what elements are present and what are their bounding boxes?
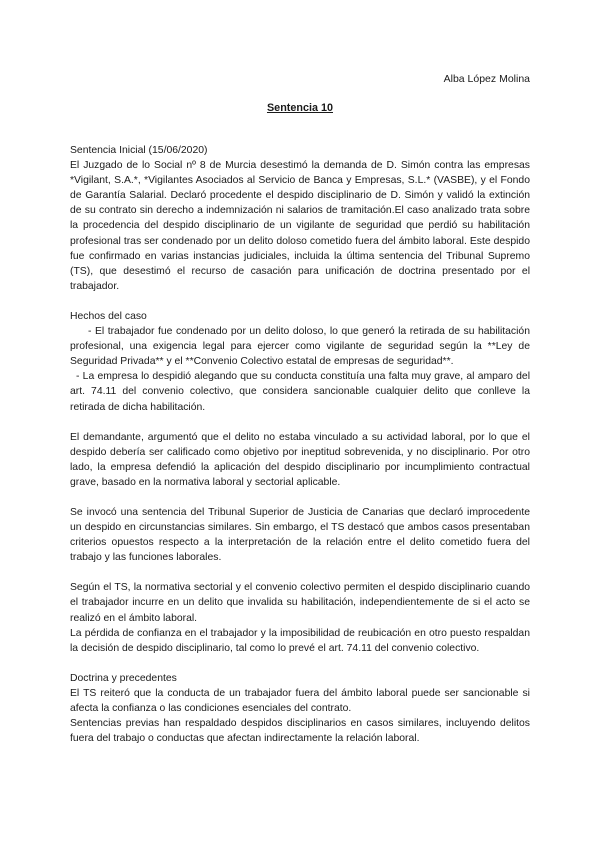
facts-item-1: - El trabajador fue condenado por un delito doloso, lo que generó la retirada de su habilitación profesional, una exigencia legal para ejercer como vigilante de seguridad según la **Ley de Seguridad Privada** y el **Convenio Colectivo estatal de empresas de seguridad**. — [70, 326, 530, 368]
ts-paragraph-2: La pérdida de confianza en el trabajador y la imposibilidad de reubicación en otro puesto respaldan la decisión de despido disciplinario, tal como lo prevé el art. 74.11 del convenio colectivo. — [70, 627, 530, 654]
document-title: Sentencia 10 — [266, 102, 333, 114]
ts-paragraph-1: Según el TS, la normativa sectorial y el convenio colectivo permiten el despido disciplinario cuando el trabajador incurre en un delito que invalida su habilitación, independientemente de si el acto se realizó en el ámbito laboral. — [70, 582, 530, 624]
initial-heading: Sentencia Inicial (15/06/2020) — [70, 145, 208, 156]
spacer — [70, 490, 530, 505]
author-name: Alba López Molina — [443, 73, 530, 85]
plaintiff-paragraph: El demandante, argumentó que el delito no estaba vinculado a su actividad laboral, por lo que el despido debería ser calificado como objetivo por ineptitud sobrevenida, y no disciplinario. Por otro lado, la empresa defendió la aplicación del despido disciplinario por incumplimiento contractual grave, basado en la normativa laboral y sectorial aplicable. — [70, 431, 530, 488]
doctrine-paragraph-1: El TS reiteró que la conducta de un trabajador fuera del ámbito laboral puede ser sancionable si afecta la confianza o las condiciones esenciales del contrato. — [70, 687, 530, 714]
spacer — [70, 565, 530, 580]
spacer — [70, 294, 530, 309]
canarias-paragraph: Se invocó una sentencia del Tribunal Superior de Justicia de Canarias que declaró improcedente un despido en circunstancias similares. Sin embargo, el TS destacó que ambos casos presentaban criterios opuestos respecto a la interpretación de la relación entre el delito cometido fuera del trabajo y las funciones laborales. — [70, 506, 530, 564]
initial-paragraph: El Juzgado de lo Social nº 8 de Murcia desestimó la demanda de D. Simón contra las empresas *Vigilant, S.A.*, *Vigilantes Asociados al Servicio de Banca y Empresas, S.L.* (VASBE), y el Fondo de Garantía Salarial. Declaró procedente el despido disciplinario de D. Simón y validó la extinción de su contrato sin derecho a indemnización ni salarios de tramitación.El caso analizado trata sobre la procedencia del despido disciplinario de un vigilante de seguridad que perdió su habilitación profesional tras ser condenado por un delito doloso cometido fuera del ámbito laboral. Este despido fue confirmado en varias instancias judiciales, incluida la última sentencia del Tribunal Supremo (TS), que desestimó el recurso de casación para unificación de doctrina presentado por el trabajador. — [70, 160, 530, 292]
facts-heading: Hechos del caso — [70, 310, 147, 322]
doctrine-paragraph-2: Sentencias previas han respaldado despidos disciplinarios en casos similares, incluyendo delitos fuera del trabajo o conductas que afectan indirectamente la relación laboral. — [70, 718, 530, 745]
spacer — [70, 656, 530, 671]
doctrine-heading: Doctrina y precedentes — [70, 672, 177, 684]
document-body — [70, 143, 530, 746]
spacer — [70, 415, 530, 430]
facts-item-2: - La empresa lo despidió alegando que su conducta constituía una falta muy grave, al amparo del art. 74.11 del convenio colectivo, que considera sancionable cualquier delito que conlleve la retirada de dicha habilitación. — [70, 371, 530, 413]
